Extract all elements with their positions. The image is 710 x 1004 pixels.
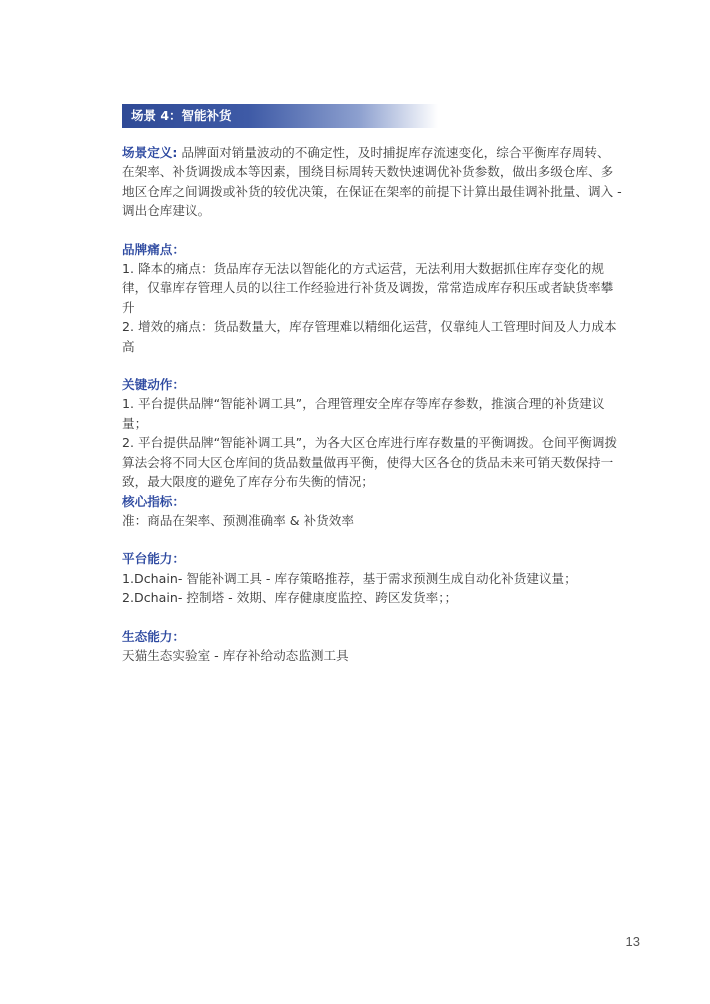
key-action-item: 1. 平台提供品牌“智能补调工具”，合理管理安全库存等库存参数，推演合理的补货建议量； bbox=[122, 396, 605, 431]
page-number: 13 bbox=[625, 934, 640, 949]
ecosystem-heading: 生态能力： bbox=[122, 628, 185, 644]
scenario-definition bbox=[122, 143, 622, 221]
platform-item: 1.Dchain- 智能补调工具 - 库存策略推荐，基于需求预测生成自动化补货建议量； bbox=[122, 570, 577, 586]
section-title: 场景 4：智能补货 bbox=[131, 108, 232, 123]
platform-section bbox=[122, 549, 622, 607]
platform-item: 2.Dchain- 控制塔 - 效期、库存健康度监控、跨区发货率；； bbox=[122, 590, 458, 606]
pain-point-item: 1. 降本的痛点：货品库存无法以智能化的方式运营，无法利用大数据抓住库存变化的规律，仅靠库存管理人员的以往工作经验进行补货及调拨，常常造成库存积压或者缺货率攀升 bbox=[122, 261, 614, 315]
ecosystem-text: 天猫生态实验室 - 库存补给动态监测工具 bbox=[122, 647, 349, 663]
pain-points-heading: 品牌痛点： bbox=[122, 241, 185, 257]
core-metrics-text: 准：商品在架率、预测准确率 & 补货效率 bbox=[122, 512, 354, 528]
key-actions-section bbox=[122, 375, 622, 491]
platform-heading: 平台能力： bbox=[122, 551, 185, 567]
pain-point-item: 2. 增效的痛点：货品数量大，库存管理难以精细化运营，仅靠纯人工管理时间及人力成本高 bbox=[122, 319, 617, 354]
core-metrics-heading: 核心指标： bbox=[122, 493, 185, 509]
ecosystem-section bbox=[122, 627, 622, 666]
section-banner bbox=[122, 104, 438, 128]
definition-text: 品牌面对销量波动的不确定性，及时捕捉库存流速变化，综合平衡库存周转、在架率、补货调拨成本等因素，围绕目标周转天数快速调优补货参数，做出多级仓库、多地区仓库之间调拨或补货的较优决策，在保证在架率的前提下计算出最佳调补批量、调入 - 调出仓库建议。 bbox=[122, 145, 622, 219]
key-actions-heading: 关键动作： bbox=[122, 377, 185, 393]
document-body bbox=[122, 143, 622, 665]
pain-points-section bbox=[122, 240, 622, 356]
core-metrics-section bbox=[122, 492, 622, 531]
key-action-item: 2. 平台提供品牌“智能补调工具”，为各大区仓库进行库存数量的平衡调拨。仓间平衡调拨算法会将不同大区仓库间的货品数量做再平衡，使得大区各仓的货品未来可销天数保持一致，最大限度的避免了库存分布失衡的情况； bbox=[122, 435, 618, 490]
definition-label: 场景定义: bbox=[122, 145, 178, 160]
